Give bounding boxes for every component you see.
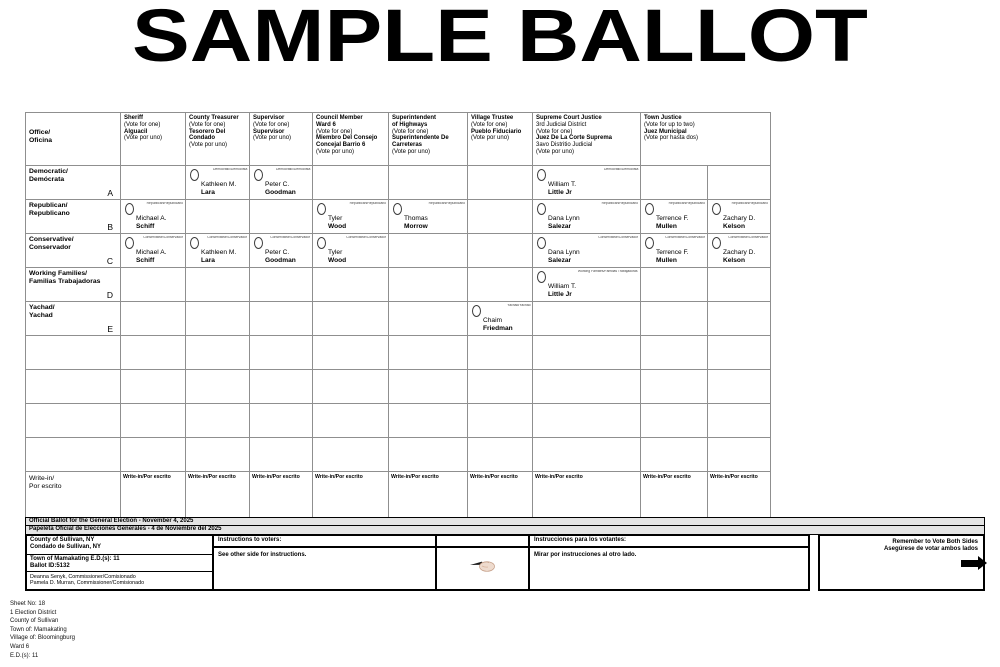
candidate-name: Chaim Friedman [483, 317, 513, 332]
write-in-label: Write-in/Por escrito [643, 474, 691, 480]
party-tiny-label: Conservative/Conservador [598, 236, 638, 240]
vote-both-sides-box [818, 534, 985, 591]
party-tiny-label: Conservative/Conservador [143, 236, 183, 240]
empty-cell-superintendent-of-highways-row-A [389, 166, 468, 200]
office-column-header-county-treasurer: County Treasurer (Vote for one) Tesorero Del Condado (Vote por uno) [186, 113, 250, 166]
blank-office-cell [26, 370, 121, 404]
blank-cell-town-justice-2 [708, 336, 771, 370]
empty-cell-village-trustee-row-C [468, 234, 533, 268]
party-row-label-D: Working Families/ Familias Trabajadoras D [26, 268, 121, 302]
instructions-es-box [528, 536, 808, 589]
write-in-label: Write-in/Por escrito [188, 474, 236, 480]
instructions-es-body: Mirar por instrucciones al otro lado. [534, 552, 637, 558]
ballot-oval-sheriff-C[interactable] [125, 237, 134, 249]
candidate-cell-supreme-court-justice-row-A [533, 166, 641, 200]
party-tiny-label: Conservative/Conservador [665, 236, 705, 240]
write-in-cell-town-justice-2[interactable] [708, 472, 771, 518]
blank-cell-superintendent-of-highways [389, 370, 468, 404]
candidate-cell-sheriff-row-C [121, 234, 186, 268]
empty-cell-supreme-court-justice-row-E [533, 302, 641, 336]
candidate-name: Terrence F. Mullen [656, 215, 689, 230]
sheet-county: County of Sullivan [10, 618, 59, 625]
ballot-oval-sheriff-B[interactable] [125, 203, 134, 215]
ballot-id: Ballot ID:5132 [30, 563, 70, 569]
candidate-name: William T. Little Jr [548, 283, 577, 298]
blank-cell-town-justice-2 [708, 404, 771, 438]
blank-cell-superintendent-of-highways [389, 404, 468, 438]
empty-cell-council-member-ward-6-row-E [313, 302, 389, 336]
write-in-label: Write-in/Por escrito [535, 474, 583, 480]
party-row-label-A: Democratic/ Demócrata A [26, 166, 121, 200]
blank-cell-sheriff [121, 336, 186, 370]
candidate-name: Dana Lynn Salezar [548, 215, 580, 230]
write-in-label: Write-in/Por escrito [470, 474, 518, 480]
party-tiny-label: Democratic/Demócrata [603, 168, 638, 172]
candidate-cell-sheriff-row-B [121, 200, 186, 234]
candidate-name: Michael A. Schiff [136, 215, 167, 230]
write-in-cell-supervisor[interactable] [250, 472, 313, 518]
empty-cell-superintendent-of-highways-row-D [389, 268, 468, 302]
empty-cell-town-justice-1-row-A [641, 166, 708, 200]
ballot-oval-town-justice-1-C[interactable] [645, 237, 654, 249]
empty-cell-village-trustee-row-B [468, 200, 533, 234]
blank-cell-town-justice-1 [641, 370, 708, 404]
party-tiny-label: Conservative/Conservador [728, 236, 768, 240]
right-arrow-icon [961, 560, 978, 567]
party-tiny-label: Republican/Republicano [601, 202, 638, 206]
empty-cell-council-member-ward-6-row-D [313, 268, 389, 302]
candidate-cell-county-treasurer-row-C [186, 234, 250, 268]
write-in-cell-council-member-ward-6[interactable] [313, 472, 389, 518]
town-lines [27, 555, 212, 572]
candidate-name: Peter C. Goodman [265, 249, 296, 264]
candidate-cell-supervisor-row-A [250, 166, 313, 200]
office-column-header-village-trustee: Village Trustee (Vote for one) Pueblo Fiduciario (Vote por uno) [468, 113, 533, 166]
party-tiny-label: Conservative/Conservador [270, 236, 310, 240]
candidate-name: Kathleen M. Lara [201, 181, 237, 196]
ballot-oval-supervisor-A[interactable] [254, 169, 263, 181]
empty-cell-sheriff-row-A [121, 166, 186, 200]
candidate-cell-council-member-ward-6-row-B [313, 200, 389, 234]
candidate-cell-supreme-court-justice-row-D [533, 268, 641, 302]
ballot-oval-superintendent-of-highways-B[interactable] [393, 203, 402, 215]
write-in-label: Write-in/Por escrito [710, 474, 758, 480]
ballot-info-section [25, 534, 985, 591]
vote-both-sides-en: Remember to Vote Both Sides [892, 539, 978, 545]
candidate-name: Tyler Wood [328, 215, 347, 230]
town-line: Town of Mamakating E.D.(s): 11 [30, 556, 120, 562]
commissioner-1: Deanna Senyk, Commissioner/Comisionado [30, 574, 136, 580]
page-title: SAMPLE BALLOT [132, 0, 868, 77]
ballot-oval-county-treasurer-C[interactable] [190, 237, 199, 249]
write-in-cell-superintendent-of-highways[interactable] [389, 472, 468, 518]
candidate-name: Thomas Morrow [404, 215, 428, 230]
candidate-name: Zachary D. Kelson [723, 215, 756, 230]
row-letter: A [107, 188, 113, 199]
ballot-oval-supreme-court-justice-A[interactable] [537, 169, 546, 181]
blank-cell-council-member-ward-6 [313, 404, 389, 438]
blank-cell-village-trustee [468, 336, 533, 370]
blank-cell-county-treasurer [186, 438, 250, 472]
candidate-cell-supervisor-row-C [250, 234, 313, 268]
write-in-cell-sheriff[interactable] [121, 472, 186, 518]
candidate-cell-council-member-ward-6-row-C [313, 234, 389, 268]
blank-cell-sheriff [121, 438, 186, 472]
candidate-name: Terrence F. Mullen [656, 249, 689, 264]
party-tiny-label: Conservative/Conservador [346, 236, 386, 240]
candidate-name: Dana Lynn Salezar [548, 249, 580, 264]
empty-cell-superintendent-of-highways-row-C [389, 234, 468, 268]
ballot-oval-town-justice-1-B[interactable] [645, 203, 654, 215]
county-lines [27, 536, 212, 555]
empty-cell-superintendent-of-highways-row-E [389, 302, 468, 336]
hand-box [435, 536, 528, 589]
instructions-en-box [212, 536, 435, 589]
candidate-cell-county-treasurer-row-A [186, 166, 250, 200]
candidate-name: Kathleen M. Lara [201, 249, 237, 264]
empty-cell-town-justice-1-row-E [641, 302, 708, 336]
empty-cell-town-justice-2-row-E [708, 302, 771, 336]
write-in-cell-county-treasurer[interactable] [186, 472, 250, 518]
empty-cell-supervisor-row-D [250, 268, 313, 302]
instructions-en-body: See other side for instructions. [218, 552, 307, 558]
candidate-cell-superintendent-of-highways-row-B [389, 200, 468, 234]
blank-cell-town-justice-2 [708, 438, 771, 472]
blank-cell-village-trustee [468, 404, 533, 438]
official-ballot-bar [25, 517, 985, 535]
empty-cell-supervisor-row-E [250, 302, 313, 336]
ballot-oval-supervisor-C[interactable] [254, 237, 263, 249]
blank-cell-county-treasurer [186, 404, 250, 438]
empty-cell-county-treasurer-row-D [186, 268, 250, 302]
candidate-cell-supreme-court-justice-row-B [533, 200, 641, 234]
party-tiny-label: Republican/Republicano [349, 202, 386, 206]
blank-cell-sheriff [121, 404, 186, 438]
blank-cell-supreme-court-justice [533, 336, 641, 370]
party-row-label-C: Conservative/ Conservador C [26, 234, 121, 268]
candidate-cell-town-justice-1-row-B [641, 200, 708, 234]
office-column-header-town-justice: Town Justice (Vote for up to two) Juez Municipal (Vote por hasta dos) [641, 113, 771, 166]
write-in-row-label: Write-in/ Por escrito [26, 472, 121, 518]
write-in-label: Write-in/Por escrito [252, 474, 300, 480]
blank-cell-council-member-ward-6 [313, 336, 389, 370]
candidate-cell-town-justice-1-row-C [641, 234, 708, 268]
hand-box-header [437, 536, 528, 548]
office-column-header-supreme-court-justice: Supreme Court Justice 3rd Judicial District (Vote for one) Juez De La Corte Suprema 3avo Distritio Judicial (Vote por uno) [533, 113, 641, 166]
blank-cell-superintendent-of-highways [389, 336, 468, 370]
blank-cell-village-trustee [468, 438, 533, 472]
ballot-oval-supreme-court-justice-D[interactable] [537, 271, 546, 283]
blank-cell-supreme-court-justice [533, 438, 641, 472]
candidate-name: Michael A. Schiff [136, 249, 167, 264]
blank-cell-supervisor [250, 336, 313, 370]
row-letter: D [106, 290, 113, 301]
blank-cell-council-member-ward-6 [313, 438, 389, 472]
candidate-name: Zachary D. Kelson [723, 249, 756, 264]
instructions-en-header: Instructions to voters: [214, 536, 435, 548]
empty-cell-village-trustee-row-A [468, 166, 533, 200]
official-ballot-line-es: Papeleta Oficial de Elecciones Generales - 4 de Noviembre del 2025 [29, 526, 222, 533]
party-tiny-label: Conservative/Conservador [207, 236, 247, 240]
election-district-count: 1 Election District [10, 609, 57, 616]
ballot-oval-supreme-court-justice-B[interactable] [537, 203, 546, 215]
write-in-label: Write-in/Por escrito [315, 474, 363, 480]
ballot-oval-council-member-ward-6-B[interactable] [317, 203, 326, 215]
empty-cell-supervisor-row-B [250, 200, 313, 234]
county-line-en: County of Sullivan, NY [30, 537, 95, 543]
blank-cell-village-trustee [468, 370, 533, 404]
commissioner-2: Pamela D. Murran, Commissioner/Comisionado [30, 580, 145, 587]
write-in-cell-supreme-court-justice[interactable] [533, 472, 641, 518]
empty-cell-council-member-ward-6-row-A [313, 166, 389, 200]
write-in-label: Write-in/Por escrito [123, 474, 171, 480]
vote-both-sides-es: Asegúrese de votar ambos lados [883, 546, 978, 552]
blank-cell-town-justice-1 [641, 438, 708, 472]
blank-cell-town-justice-1 [641, 336, 708, 370]
ballot-oval-supreme-court-justice-C[interactable] [537, 237, 546, 249]
blank-cell-county-treasurer [186, 336, 250, 370]
candidate-cell-supreme-court-justice-row-C [533, 234, 641, 268]
sheet-village: Village of: Bloomingburg [10, 635, 75, 642]
candidate-cell-town-justice-2-row-C [708, 234, 771, 268]
party-row-label-E: Yachad/ Yachad E [26, 302, 121, 336]
blank-cell-superintendent-of-highways [389, 438, 468, 472]
candidate-name: Tyler Wood [328, 249, 347, 264]
ballot-table [25, 112, 771, 518]
blank-cell-supreme-court-justice [533, 404, 641, 438]
sheet-town: Town of: Mamakating [10, 626, 67, 633]
empty-cell-county-treasurer-row-B [186, 200, 250, 234]
party-tiny-label: Republican/Republicano [146, 202, 183, 206]
instructions-es-header: Instrucciones para los votantes: [530, 536, 808, 548]
empty-cell-county-treasurer-row-E [186, 302, 250, 336]
party-tiny-label: Democratic/Demócrata [212, 168, 247, 172]
empty-cell-town-justice-1-row-D [641, 268, 708, 302]
official-ballot-line-en: Official Ballot for the General Election - November 4, 2025 [26, 518, 984, 526]
party-row-label-B: Republican/ Republicano B [26, 200, 121, 234]
candidate-name: Peter C. Goodman [265, 181, 296, 196]
candidate-cell-village-trustee-row-E [468, 302, 533, 336]
blank-cell-council-member-ward-6 [313, 370, 389, 404]
candidate-cell-town-justice-2-row-B [708, 200, 771, 234]
blank-cell-supervisor [250, 404, 313, 438]
blank-office-cell [26, 404, 121, 438]
ballot-oval-town-justice-2-C[interactable] [712, 237, 721, 249]
blank-office-cell [26, 336, 121, 370]
hand-marking-ballot-icon [469, 557, 496, 573]
county-line-es: Condado de Sullivan, NY [30, 544, 102, 550]
office-column-header-supervisor: Supervisor (Vote for one) Supervisor (Vote por uno) [250, 113, 313, 166]
sheet-ed: E.D.(s): 11 [10, 652, 39, 659]
blank-cell-supreme-court-justice [533, 370, 641, 404]
sheet-info [10, 600, 75, 660]
blank-cell-county-treasurer [186, 370, 250, 404]
party-tiny-label: Republican/Republicano [731, 202, 768, 206]
blank-cell-town-justice-1 [641, 404, 708, 438]
ballot-oval-county-treasurer-A[interactable] [190, 169, 199, 181]
ballot-oval-council-member-ward-6-C[interactable] [317, 237, 326, 249]
commissioner-lines [27, 572, 212, 587]
empty-cell-town-justice-2-row-A [708, 166, 771, 200]
row-letter: B [107, 222, 113, 233]
empty-cell-sheriff-row-E [121, 302, 186, 336]
party-tiny-label: Democratic/Demócrata [275, 168, 310, 172]
blank-cell-supervisor [250, 370, 313, 404]
row-letter: E [107, 324, 113, 335]
write-in-cell-town-justice-1[interactable] [641, 472, 708, 518]
candidate-name: William T. Little Jr [548, 181, 577, 196]
blank-cell-sheriff [121, 370, 186, 404]
ballot-oval-village-trustee-E[interactable] [472, 305, 481, 317]
office-column-header-sheriff: Sheriff (Vote for one) Alguacil (Vote por uno) [121, 113, 186, 166]
party-tiny-label: Yachad/Yachad [506, 304, 530, 308]
sheet-number: Sheet No: 18 [10, 601, 46, 607]
empty-cell-village-trustee-row-D [468, 268, 533, 302]
office-header-cell: Office/ Oficina [26, 113, 121, 166]
write-in-cell-village-trustee[interactable] [468, 472, 533, 518]
party-tiny-label: Republican/Republicano [428, 202, 465, 206]
write-in-label: Write-in/Por escrito [391, 474, 439, 480]
office-column-header-superintendent-of-highways: Superintendent of Highways (Vote for one) Superintendente De Carreteras (Vote por uno) [389, 113, 468, 166]
ballot-oval-town-justice-2-B[interactable] [712, 203, 721, 215]
blank-cell-supervisor [250, 438, 313, 472]
row-letter: C [106, 256, 113, 267]
office-column-header-council-member-ward-6: Council Member Ward 6 (Vote for one) Miembro Del Consejo Concejal Barrio 6 (Vote por uno) [313, 113, 389, 166]
ballot-info-table [25, 534, 810, 591]
sheet-ward: Ward 6 [10, 643, 30, 650]
jurisdiction-box [27, 536, 212, 589]
blank-office-cell [26, 438, 121, 472]
empty-cell-sheriff-row-D [121, 268, 186, 302]
empty-cell-town-justice-2-row-D [708, 268, 771, 302]
party-tiny-label: Republican/Republicano [668, 202, 705, 206]
blank-cell-town-justice-2 [708, 370, 771, 404]
party-tiny-label: Working Families/Familias Trabajadoras [578, 270, 638, 274]
